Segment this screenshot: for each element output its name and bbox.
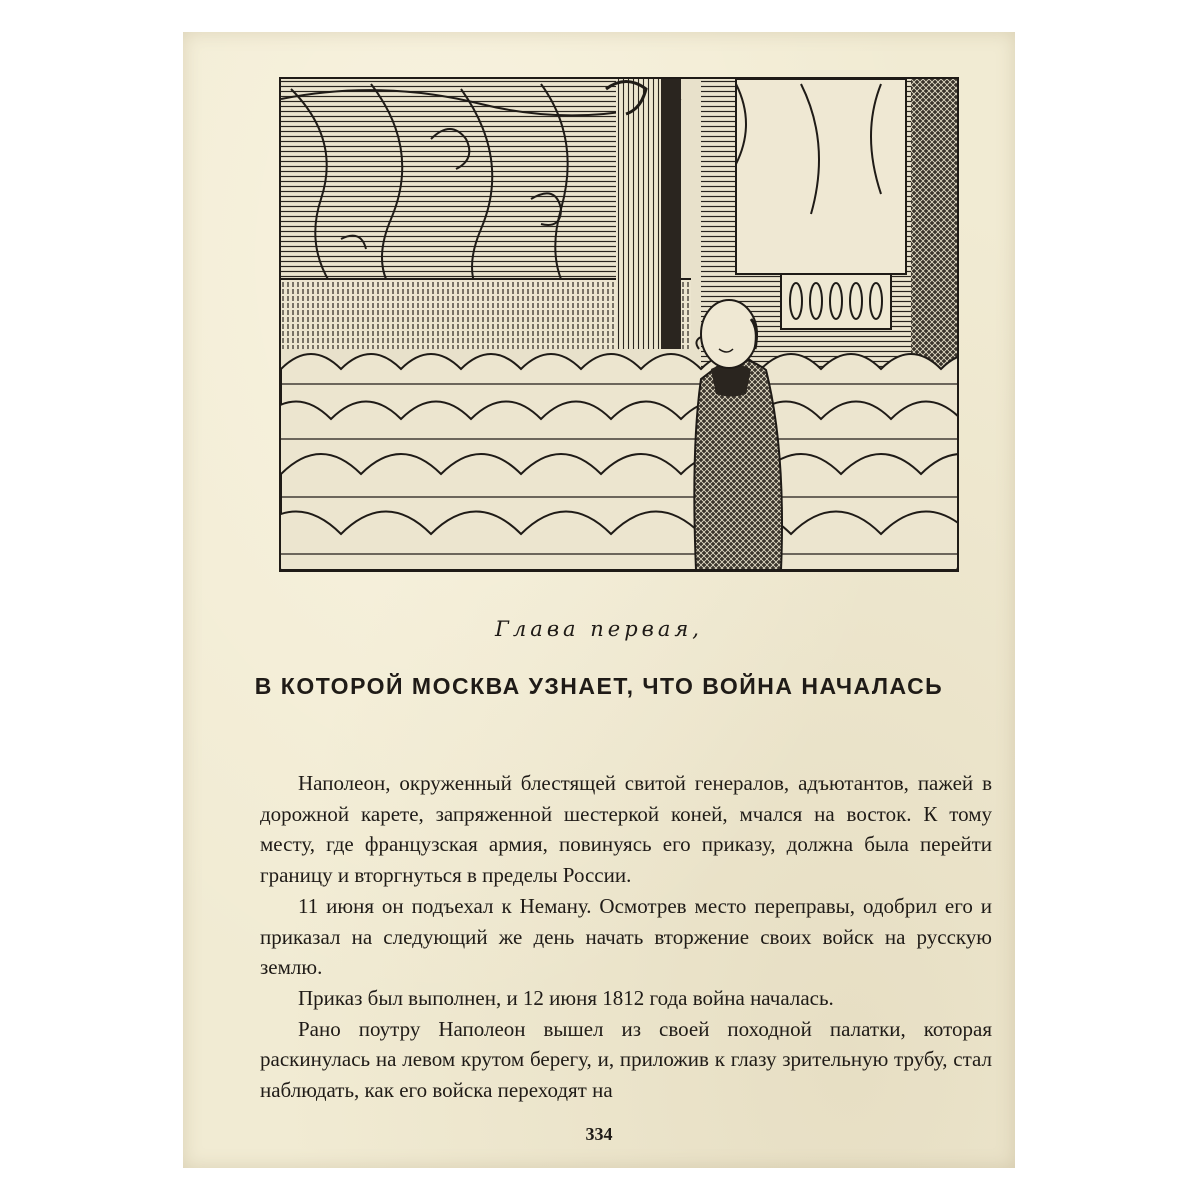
body-text [260, 768, 992, 1106]
chapter-label: Глава первая, [495, 617, 703, 641]
page-number: 334 [585, 1124, 613, 1144]
paragraph: Рано поутру Наполеон вышел из своей походной палатки, которая раскинулась на левом крутом берегу, и, приложив к глазу зрительную трубу, стал наблюдать, как его войска переходят на [260, 1016, 992, 1103]
paragraph: 11 июня он подъехал к Неману. Осмотрев место переправы, одобрил его и приказал на следующий же день начать вторжение своих войск на русскую землю. [260, 893, 992, 980]
theater-illustration [279, 77, 959, 572]
paragraph: Наполеон, окруженный блестящей свитой генералов, адъютантов, пажей в дорожной карете, запряженной шестеркой коней, мчался на восток. К тому месту, где французская армия, повинуясь его приказу, должна была перейти границу и вторгнуться в пределы России. [260, 771, 992, 888]
book-page [183, 32, 1015, 1168]
paragraph: Приказ был выполнен, и 12 июня 1812 года война началась. [298, 985, 834, 1010]
chapter-title: В КОТОРОЙ МОСКВА УЗНАЕТ, ЧТО ВОЙНА НАЧАЛАСЬ [254, 673, 944, 699]
engraving-image [281, 79, 957, 570]
